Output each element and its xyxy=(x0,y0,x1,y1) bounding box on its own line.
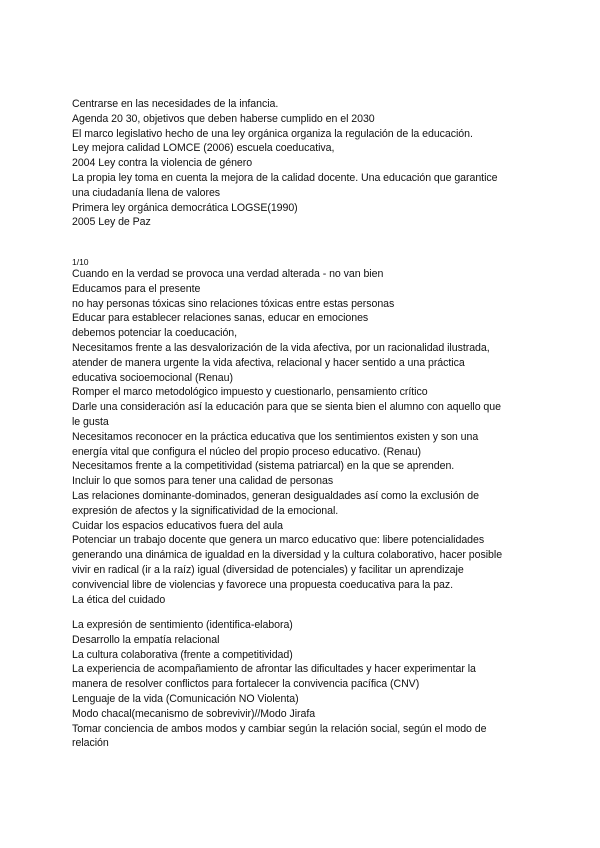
text-line: Tomar conciencia de ambos modos y cambiar según la relación social, según el modo de xyxy=(72,722,487,735)
notes-block-care-ethics xyxy=(72,618,528,751)
text-line: La experiencia de acompañamiento de afrontar las dificultades y hacer experimentar la xyxy=(72,663,476,676)
text-line: Darle una consideración así la educación para que se sienta bien el alumno con aquello que xyxy=(72,401,501,414)
text-line: La expresión de sentimiento (identifica-elabora) xyxy=(72,619,293,631)
text-line: Educamos para el presente xyxy=(72,282,201,295)
text-line: vivir en radical (ir a la raíz) igual (diversidad de potenciales) y facilitar un aprendizaje xyxy=(72,563,464,576)
text-line: Necesitamos frente a las desvalorización de la vida afectiva, por un racionalidad ilustrada, xyxy=(72,341,490,354)
text-line: Las relaciones dominante-dominados, generan desigualdades así como la exclusión de xyxy=(72,489,479,502)
text-line: Necesitamos frente a la competitividad (sistema patriarcal) en la que se aprenden. xyxy=(72,460,455,473)
text-line: le gusta xyxy=(72,415,109,428)
text-line: convivencial libre de violencias y favorece una propuesta coeducativa para la paz. xyxy=(72,578,454,591)
text-line: Romper el marco metodológico impuesto y cuestionarlo, pensamiento crítico xyxy=(72,386,428,399)
text-line: Lenguaje de la vida (Comunicación NO Violenta) xyxy=(72,692,299,705)
text-line: debemos potenciar la coeducación, xyxy=(72,327,238,340)
notes-block-education xyxy=(72,267,528,607)
text-line: Cuidar los espacios educativos fuera del aula xyxy=(72,519,283,532)
text-line: La ética del cuidado xyxy=(72,593,166,606)
text-line: 2005 Ley de Paz xyxy=(72,216,151,229)
text-line: Ley mejora calidad LOMCE (2006) escuela coeducativa, xyxy=(72,142,335,155)
text-line: El marco legislativo hecho de una ley orgánica organiza la regulación de la educación. xyxy=(72,127,473,140)
text-line: atender de manera urgente la vida afectiva, relacional y hacer sentido a una práctica xyxy=(72,356,465,369)
text-line: Primera ley orgánica democrática LOGSE(1990) xyxy=(72,201,298,214)
text-line: energía vital que configura el núcleo del propio proceso educativo. (Renau) xyxy=(72,445,422,458)
text-line: Cuando en la verdad se provoca una verdad alterada - no van bien xyxy=(72,268,384,280)
text-line: una ciudadanía llena de valores xyxy=(72,186,221,199)
text-line: Centrarse en las necesidades de la infancia. xyxy=(72,98,279,110)
text-line: Agenda 20 30, objetivos que deben haberse cumplido en el 2030 xyxy=(72,112,375,125)
text-line: relación xyxy=(72,737,109,750)
text-line: Incluir lo que somos para tener una calidad de personas xyxy=(72,475,334,488)
text-line: manera de resolver conflictos para fortalecer la convivencia pacífica (CNV) xyxy=(72,678,420,691)
text-line: 2004 Ley contra la violencia de género xyxy=(72,157,253,170)
text-line: La propia ley toma en cuenta la mejora de la calidad docente. Una educación que garantice xyxy=(72,171,498,184)
notes-block-laws xyxy=(72,97,528,230)
text-line: Modo chacal(mecanismo de sobrevivir)//Modo Jirafa xyxy=(72,707,316,720)
text-line: Necesitamos reconocer en la práctica educativa que los sentimientos existen y son una xyxy=(72,430,479,443)
text-line: generando una dinámica de igualdad en la diversidad y la cultura colaborativo, hacer posible xyxy=(72,549,503,562)
page-number-text: 1/10 xyxy=(72,257,89,267)
text-line: Desarrollo la empatía relacional xyxy=(72,633,220,646)
text-line: expresión de afectos y la significatividad de la emocional. xyxy=(72,504,339,517)
text-line: no hay personas tóxicas sino relaciones tóxicas entre estas personas xyxy=(72,297,395,310)
text-line: La cultura colaborativa (frente a competitividad) xyxy=(72,648,293,661)
text-line: educativa socioemocional (Renau) xyxy=(72,371,233,384)
text-line: Educar para establecer relaciones sanas, educar en emociones xyxy=(72,312,369,325)
text-line: Potenciar un trabajo docente que genera un marco educativo que: libere potencialidades xyxy=(72,534,485,547)
